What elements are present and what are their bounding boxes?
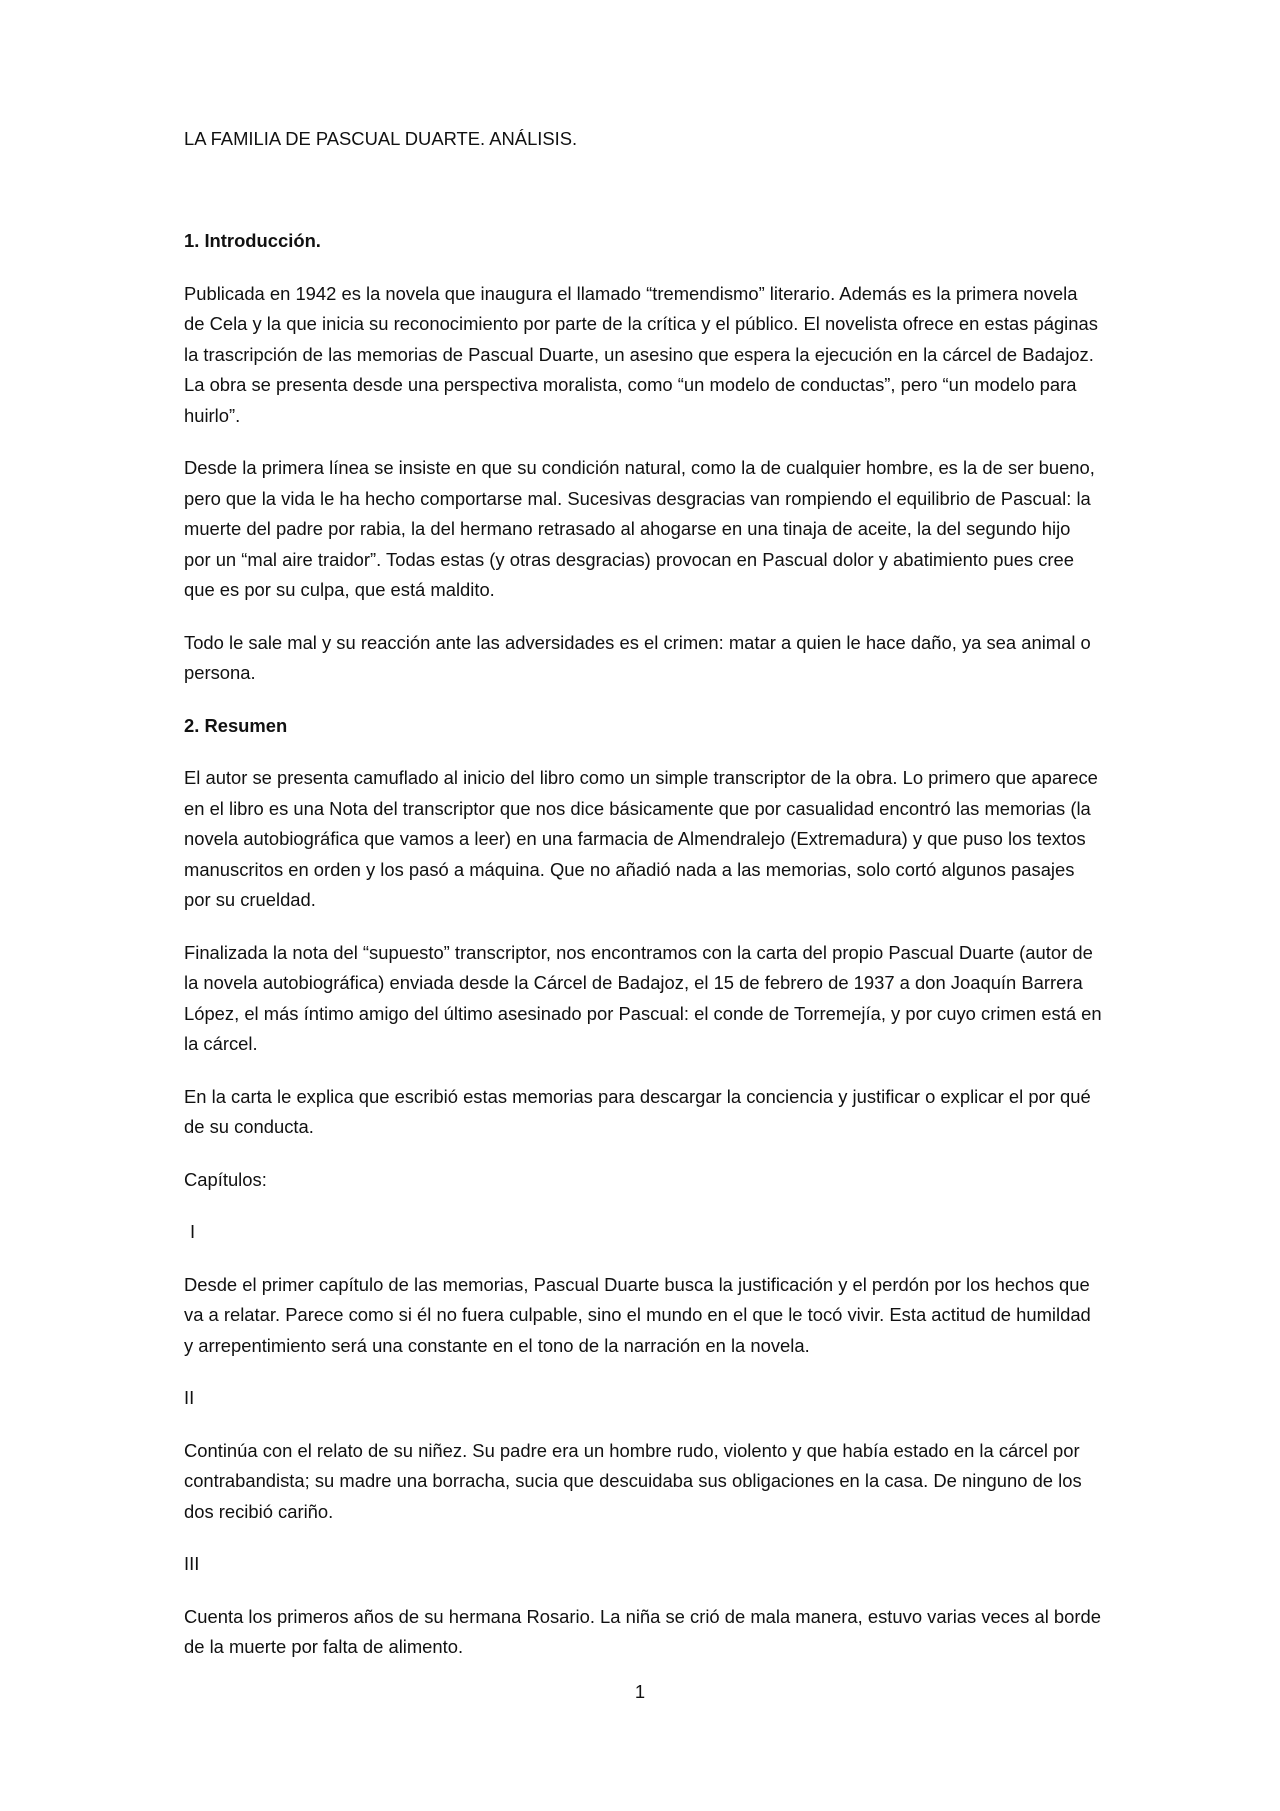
chapter-text-i: Desde el primer capítulo de las memorias, Pascual Duarte busca la justificación y el perdón por los hechos que va a relatar. Parece como si él no fuera culpable, sino el mundo en el que le tocó vivir. Esta actitud de humildad y arrepentimiento será una constante en el tono de la narración en la novela.: [184, 1273, 1091, 1356]
page-content: [184, 124, 1102, 1663]
section-heading-resumen: 2. Resumen: [184, 714, 288, 736]
summary-paragraph-3: En la carta le explica que escribió estas memorias para descargar la conciencia y justificar o explicar el por qué de su conducta.: [184, 1085, 1091, 1137]
page-number: 1: [634, 1681, 646, 1702]
intro-paragraph-2: Desde la primera línea se insiste en que su condición natural, como la de cualquier hombre, es la de ser bueno, pero que la vida le ha hecho comportarse mal. Sucesivas desgracias van rompiendo el equilibrio de Pascual: la muerte del padre por rabia, la del hermano retrasado al ahogarse en una tinaja de aceite, la del segundo hijo por un “mal aire traidor”. Todas estas (y otras desgracias) provocan en Pascual dolor y abatimiento pues cree que es por su culpa, que está maldito.: [184, 457, 1095, 600]
summary-paragraph-1: El autor se presenta camuflado al inicio del libro como un simple transcriptor de la obra. Lo primero que aparece en el libro es una Nota del transcriptor que nos dice básicamente que por casualidad encontró las memorias (la novela autobiográfica que vamos a leer) en una farmacia de Almendralejo (Extremadura) y que puso los textos manuscritos en orden y los pasó a máquina. Que no añadió nada a las memorias, solo cortó algunos pasajes por su crueldad.: [184, 767, 1098, 910]
chapter-numeral-iii: III: [184, 1553, 200, 1574]
chapter-numeral-ii: II: [184, 1387, 195, 1408]
section-heading-introduccion: 1. Introducción.: [184, 230, 321, 251]
document-title: LA FAMILIA DE PASCUAL DUARTE. ANÁLISIS.: [184, 128, 578, 149]
chapters-label: Capítulos:: [184, 1168, 267, 1190]
intro-paragraph-3: Todo le sale mal y su reacción ante las adversidades es el crimen: matar a quien le hace daño, ya sea animal o persona.: [184, 631, 1091, 683]
chapter-text-ii: Continúa con el relato de su niñez. Su padre era un hombre rudo, violento y que había estado en la cárcel por contrabandista; su madre una borracha, sucia que descuidaba sus obligaciones en la casa. De ninguno de los dos recibió cariño.: [184, 1439, 1082, 1522]
chapter-text-iii: Cuenta los primeros años de su hermana Rosario. La niña se crió de mala manera, estuvo varias veces al borde de la muerte por falta de alimento.: [184, 1605, 1101, 1657]
intro-paragraph-1: Publicada en 1942 es la novela que inaugura el llamado “tremendismo” literario. Además es la primera novela de Cela y la que inicia su reconocimiento por parte de la crítica y el público. El novelista ofrece en estas páginas la trascripción de las memorias de Pascual Duarte, un asesino que espera la ejecución en la cárcel de Badajoz. La obra se presenta desde una perspectiva moralista, como “un modelo de conductas”, pero “un modelo para huirlo”.: [184, 282, 1098, 426]
summary-paragraph-2: Finalizada la nota del “supuesto” transcriptor, nos encontramos con la carta del propio Pascual Duarte (autor de la novela autobiográfica) enviada desde la Cárcel de Badajoz, el 15 de febrero de 1937 a don Joaquín Barrera López, el más íntimo amigo del último asesinado por Pascual: el conde de Torremejía, y por cuyo crimen está en la cárcel.: [184, 941, 1102, 1054]
chapter-numeral-i: I: [190, 1221, 196, 1242]
